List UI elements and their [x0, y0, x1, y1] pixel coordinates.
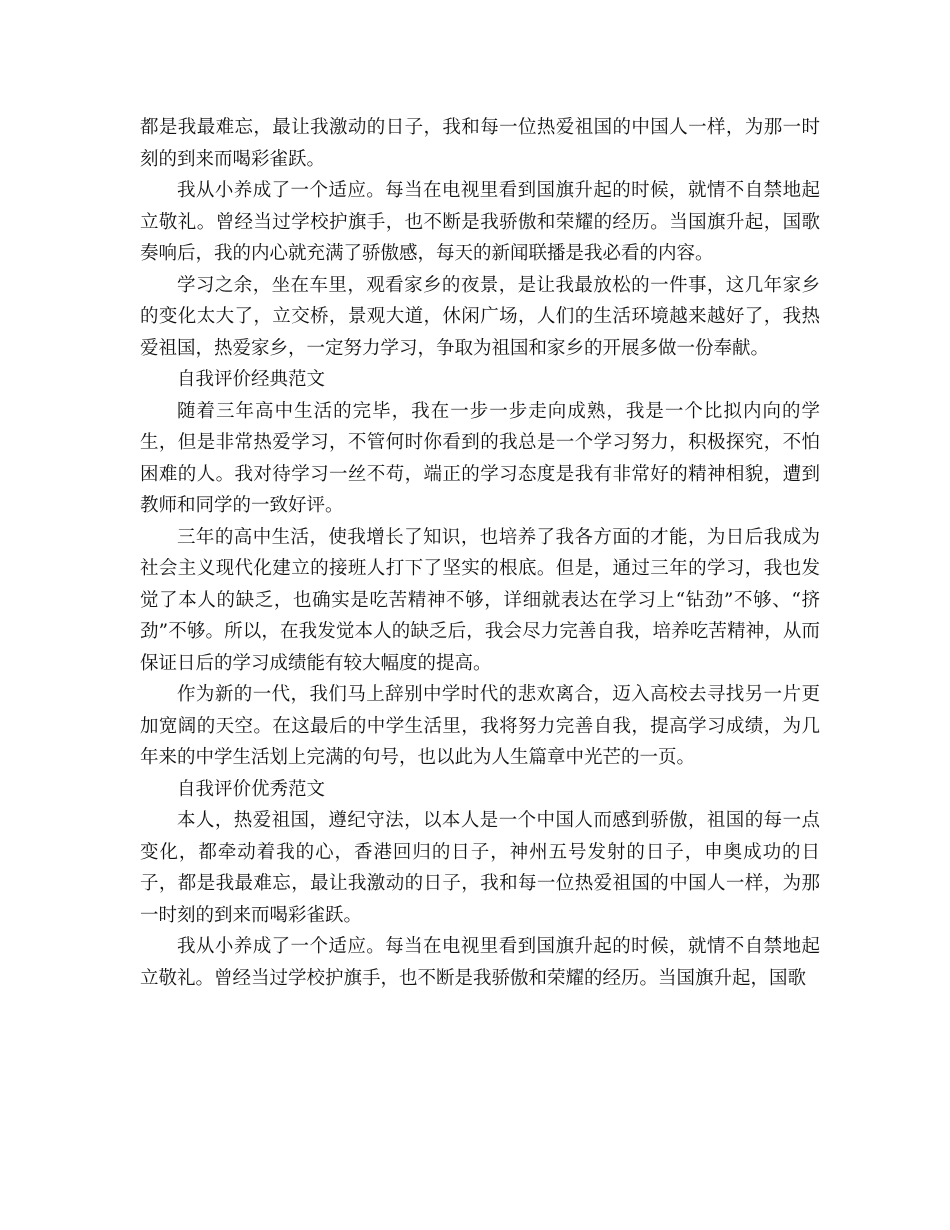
paragraph-continued: 都是我最难忘，最让我激动的日子，我和每一位热爱祖国的中国人一样，为那一时刻的到来而喝彩雀跃。 — [140, 117, 820, 170]
section-heading-classic: 自我评价经典范文 — [177, 369, 326, 390]
paragraph-three-years: 三年的高中生活，使我增长了知识，也培养了我各方面的才能，为日后我成为社会主义现代化建立的接班人打下了坚实的根底。但是，通过三年的学习，我也发觉了本人的缺乏，也确实是吃苦精神不够，详细就表达在学习上“钻劲”不够、“挤劲”不够。所以，在我发觉本人的缺乏后，我会尽力完善自我，培养吃苦精神，从而保证日后的学习成绩能有较大幅度的提高。 — [140, 526, 820, 674]
paragraph-flag-habit-repeat: 我从小养成了一个适应。每当在电视里看到国旗升起的时候，就情不自禁地起立敬礼。曾经当过学校护旗手，也不断是我骄傲和荣耀的经历。当国旗升起，国歌 — [140, 936, 820, 989]
paragraph-patriotism: 本人，热爱祖国，遵纪守法，以本人是一个中国人而感到骄傲，祖国的每一点变化，都牵动着我的心，香港回归的日子，神州五号发射的日子，申奥成功的日子，都是我最难忘，最让我激动的日子，我和每一位热爱祖国的中国人一样，为那一时刻的到来而喝彩雀跃。 — [140, 810, 820, 926]
section-heading-excellent: 自我评价优秀范文 — [177, 778, 326, 800]
paragraph-hometown: 学习之余，坐在车里，观看家乡的夜景，是让我最放松的一件事，这几年家乡的变化太大了，立交桥，景观大道，休闲广场，人们的生活环境越来越好了，我热爱祖国，热爱家乡，一定努力学习，争取为祖国和家乡的开展多做一份奉献。 — [140, 274, 820, 359]
document-body — [140, 112, 820, 994]
paragraph-new-generation: 作为新的一代，我们马上辞别中学时代的悲欢离合，迈入高校去寻找另一片更加宽阔的天空。在这最后的中学生活里，我将努力完善自我，提高学习成绩，为几年来的中学生活划上完满的句号，也以此为人生篇章中光芒的一页。 — [140, 684, 820, 768]
paragraph-maturity: 随着三年高中生活的完毕，我在一步一步走向成熟，我是一个比拟内向的学生，但是非常热爱学习，不管何时你看到的我总是一个学习努力，积极探究，不怕困难的人。我对待学习一丝不苟，端正的学习态度是我有非常好的精神相貌，遭到教师和同学的一致好评。 — [140, 400, 820, 516]
paragraph-flag-habit: 我从小养成了一个适应。每当在电视里看到国旗升起的时候，就情不自禁地起立敬礼。曾经当过学校护旗手，也不断是我骄傲和荣耀的经历。当国旗升起，国歌奏响后，我的内心就充满了骄傲感，每天的新闻联播是我必看的内容。 — [140, 180, 820, 264]
